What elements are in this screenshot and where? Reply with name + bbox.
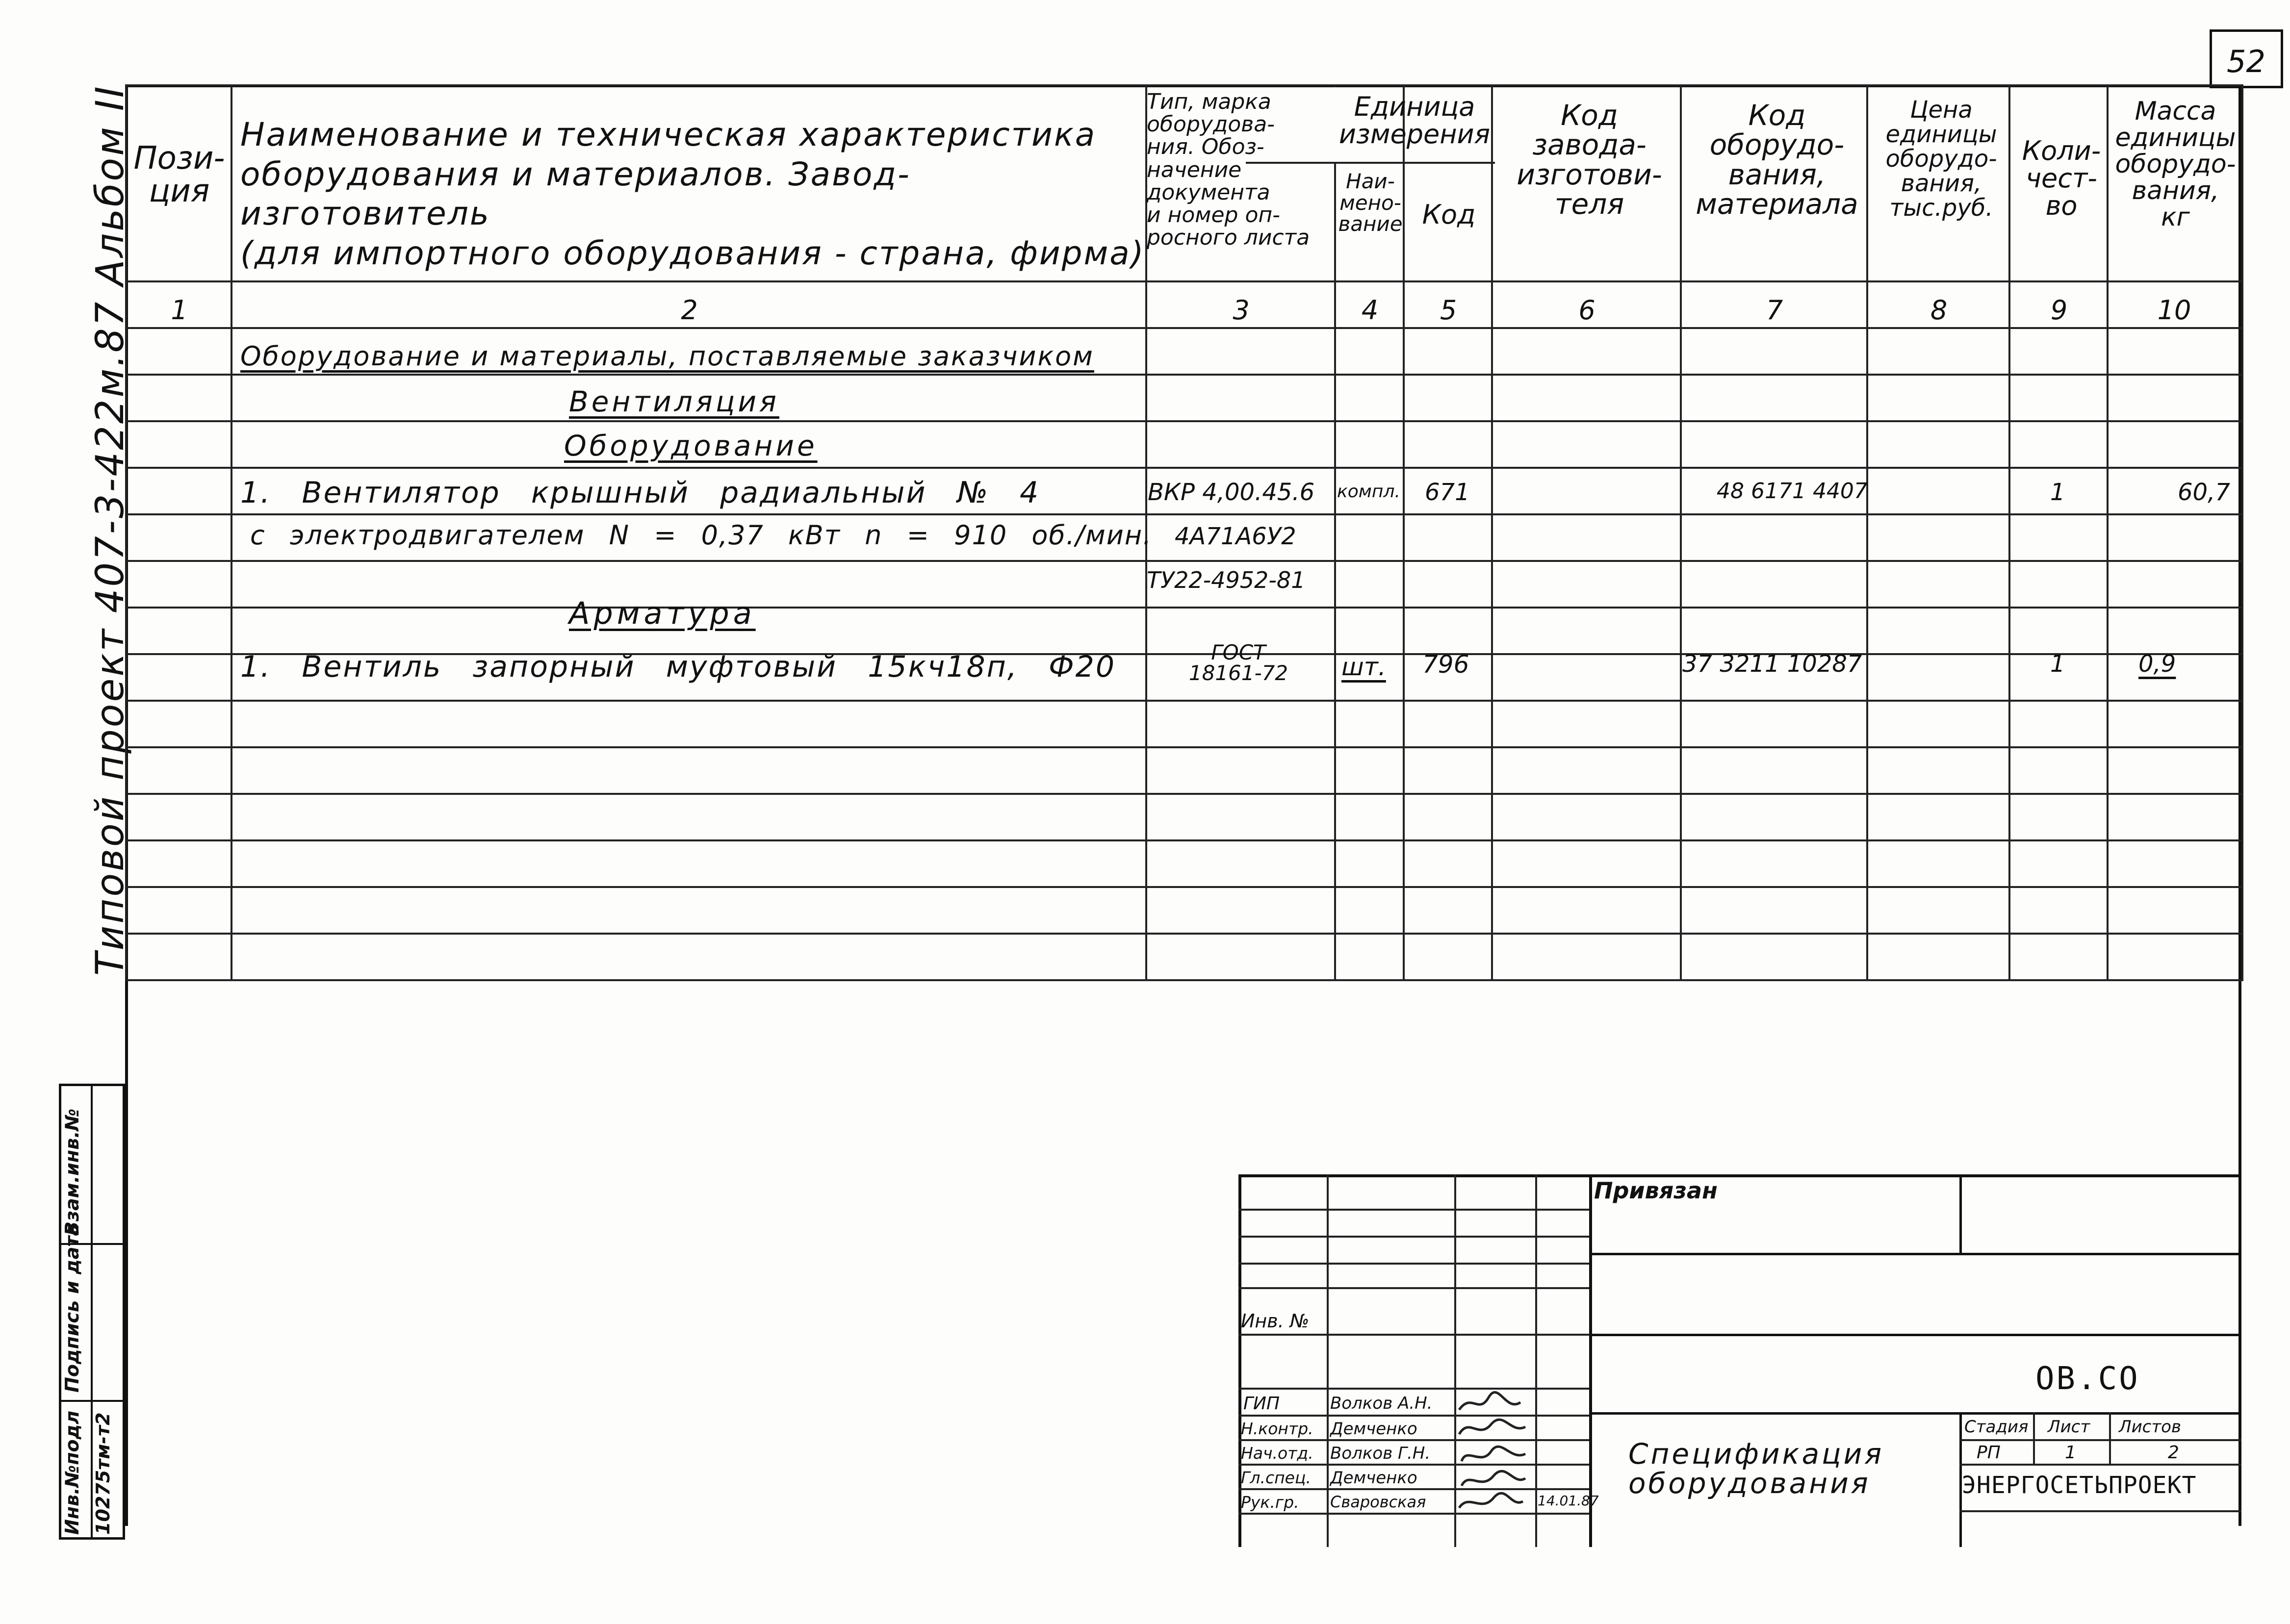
row-valve-unit: шт. [1341, 653, 1386, 681]
sheet-value: 1 [2065, 1443, 2076, 1463]
section-title-equipment: Оборудование [564, 429, 818, 462]
row-valve-qty: 1 [2050, 650, 2065, 678]
sig-role-1: ГИП [1243, 1394, 1280, 1414]
tb-hline-4 [1238, 1287, 1589, 1289]
col-2-title: Наименование и техническая характеристика оборудования и материалов. Завод-изготовитель (для импортного оборудования - страна, фирма) [240, 116, 1145, 272]
signature-mark [1459, 1493, 1523, 1508]
row-fan-unit: компл. [1337, 482, 1400, 502]
stage-label: Стадия [1964, 1417, 2029, 1437]
tb-hline-2 [1238, 1236, 1589, 1238]
col-4-title: Наи- мено- вание [1338, 169, 1403, 236]
tb-r-hline-stage-3 [1959, 1510, 2241, 1512]
col-5-num: 5 [1440, 295, 1457, 326]
tb-r-hline-2 [1589, 1334, 2241, 1336]
row-fan-code: 671 [1425, 479, 1470, 506]
sheets-value: 2 [2168, 1443, 2179, 1463]
sheet-number: 52 [2227, 44, 2265, 79]
sig-name-1: Волков А.Н. [1330, 1394, 1433, 1413]
row-valve-code: 796 [1422, 650, 1469, 679]
side-stamp-label-2: Подпись и дата [61, 1223, 83, 1393]
section-title-fittings: Арматура [569, 595, 756, 631]
sig-date-5: 14.01.87 [1538, 1493, 1599, 1509]
signature-mark [1462, 1471, 1525, 1486]
row-motor-name: с электродвигателем N = 0,37 кВт n = 910 об./мин. [250, 520, 1153, 551]
row-motor-type: 4А71А6У2 [1175, 523, 1296, 550]
section-title-customer-supplied: Оборудование и материалы, поставляемые заказчиком [240, 341, 1094, 372]
row-valve-mass: 0,9 [2138, 650, 2176, 678]
section-title-ventilation: Вентиляция [569, 385, 779, 418]
row-fan-qty: 1 [2050, 479, 2065, 506]
col-10-num: 10 [2157, 295, 2191, 326]
sig-name-2: Демченко [1330, 1419, 1417, 1439]
col-3-title: Тип, марка оборудова- ния. Обоз- начение документа и номер оп- росного листа [1147, 89, 1310, 251]
sig-role-5: Рук.гр. [1241, 1493, 1299, 1512]
row-fan-mass: 60,7 [2178, 479, 2230, 506]
tb-r-vline-stage-a [2033, 1412, 2035, 1464]
privyazan-label: Привязан [1594, 1177, 1718, 1204]
col-8-title: Цена единицы оборудо- вания, тыс.руб. [1885, 96, 1997, 222]
sig-name-3: Волков Г.Н. [1330, 1444, 1431, 1463]
sig-role-4: Гл.спец. [1241, 1468, 1311, 1487]
organization: ЭНЕРГОСЕТЬПРОЕКТ [1962, 1472, 2197, 1499]
row-fan-type: ВКР 4,00.45.6 [1148, 479, 1315, 506]
tb-r-hline-1 [1589, 1253, 2241, 1255]
doc-title: Спецификация оборудования [1628, 1437, 1884, 1500]
sig-name-5: Сваровская [1330, 1493, 1426, 1511]
doc-code: ОВ.СО [2035, 1361, 2140, 1397]
col-9-title: Коли- чест- во [2022, 135, 2101, 222]
tb-vline-4 [1589, 1174, 1592, 1547]
col-1-title: Пози- ция [133, 140, 225, 209]
col-6-num: 6 [1578, 295, 1595, 326]
tb-r-hline-stage-1 [1959, 1439, 2241, 1441]
tb-r-hline-3 [1589, 1412, 2241, 1415]
signature-marks [1452, 1388, 1589, 1515]
tb-r-hline-stage-2 [1959, 1464, 2241, 1466]
tb-r-vline-priv [1959, 1174, 1962, 1255]
side-stamp-inventory: 10275тм-т2 [92, 1412, 114, 1535]
col-3-num: 3 [1233, 295, 1250, 326]
inv-label: Инв. № [1241, 1310, 1310, 1332]
sheets-label: Листов [2119, 1417, 2182, 1437]
col-10-title: Масса единицы оборудо- вания, кг [2115, 97, 2236, 232]
tb-hline-1 [1238, 1209, 1589, 1211]
tb-hline-3 [1238, 1263, 1589, 1265]
tb-r-vline-stage-b [2109, 1412, 2111, 1464]
col-2-num: 2 [681, 295, 698, 326]
tb-vline-1 [1327, 1174, 1329, 1547]
sheet-label: Лист [2048, 1417, 2090, 1437]
row-valve-name: 1. Вентиль запорный муфтовый 15кч18п, Ф20 [240, 650, 1116, 684]
col-5-title: Код [1422, 199, 1476, 230]
col-6-title: Код завода- изготови- теля [1517, 99, 1662, 221]
sig-name-4: Демченко [1330, 1468, 1417, 1488]
row-tu-type: ТУ22-4952-81 [1147, 567, 1306, 593]
signature-mark [1462, 1446, 1525, 1461]
col-4-num: 4 [1361, 295, 1379, 326]
signature-mark [1459, 1392, 1520, 1410]
unit-group-title: Единица измерения [1338, 91, 1491, 150]
sig-role-2: Н.контр. [1241, 1419, 1313, 1438]
col-9-num: 9 [2050, 295, 2068, 326]
side-stamp-label-1: Инв.№подл [61, 1410, 83, 1535]
row-valve-equip-code: 37 3211 10287 [1682, 650, 1862, 678]
col-8-num: 8 [1930, 295, 1948, 326]
sig-role-3: Нач.отд. [1241, 1444, 1313, 1463]
col-7-num: 7 [1766, 295, 1783, 326]
col-7-title: Код оборудо- вания, материала [1696, 99, 1858, 221]
album-label: Типовой проект 407-3-422м.87 Альбом II [88, 84, 132, 976]
row-valve-type: ГОСТ 18161-72 [1188, 640, 1288, 685]
side-stamp-label-3: Взам.инв.№ [61, 1108, 83, 1236]
tb-hline-5 [1238, 1334, 1589, 1336]
row-fan-name: 1. Вентилятор крышный радиальный № 4 [240, 476, 1040, 510]
signature-mark [1459, 1420, 1525, 1434]
col-1-num: 1 [171, 295, 188, 326]
row-fan-equip-code: 48 6171 4407 [1717, 479, 1868, 504]
stage-value: РП [1977, 1443, 2001, 1463]
